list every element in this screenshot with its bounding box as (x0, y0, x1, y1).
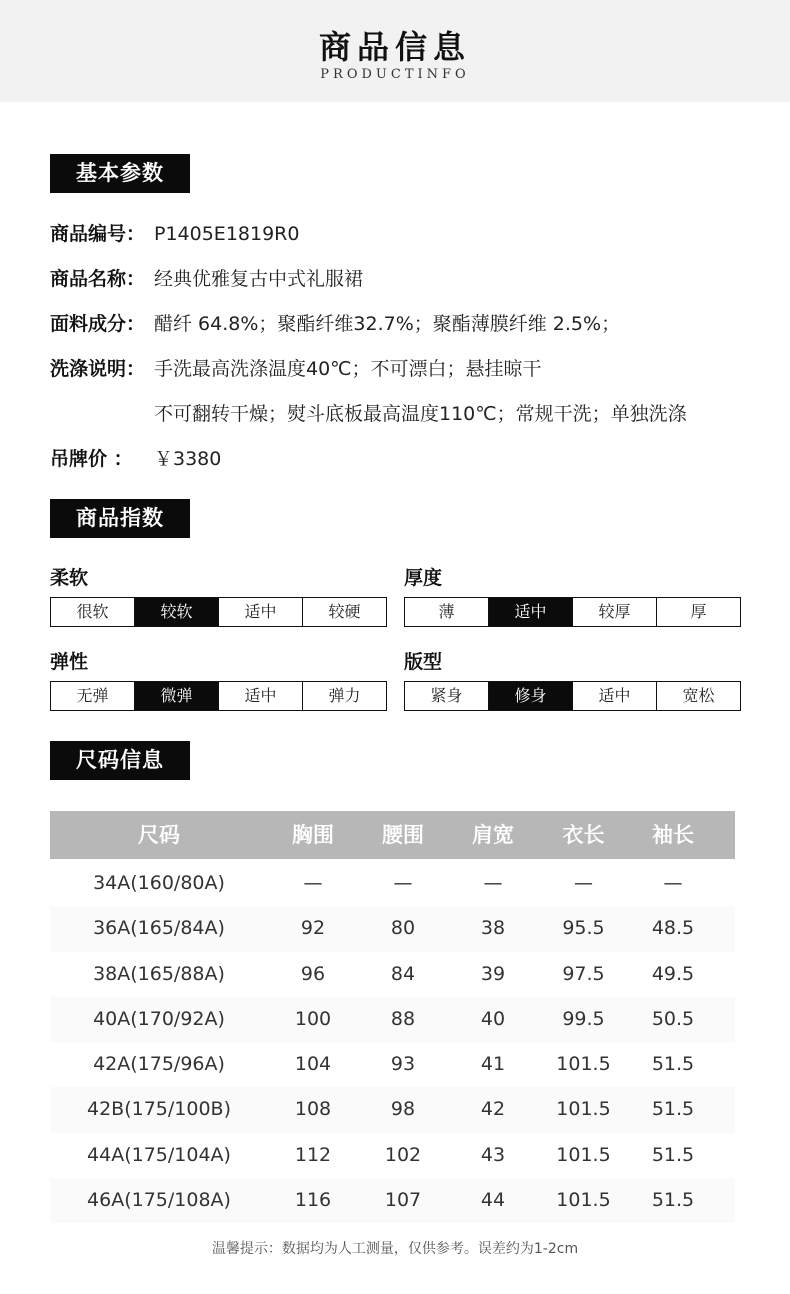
table-cell: 104 (294, 1053, 332, 1076)
table-cell: 98 (390, 1098, 416, 1121)
table-row (50, 906, 735, 951)
header-cell-shoulder: 肩宽 (472, 823, 514, 847)
table-cell: 116 (294, 1189, 332, 1212)
table-cell: — (483, 872, 503, 894)
table-cell: — (663, 872, 683, 894)
param-label: 面料成分： (50, 313, 146, 335)
table-cell: 44 (480, 1189, 506, 1212)
header-cell-chest: 胸围 (292, 823, 334, 847)
table-cell: 39 (480, 962, 506, 985)
table-cell: 42 (480, 1098, 506, 1121)
table-cell: 48.5 (651, 917, 695, 940)
table-cell: 40A(170/92A) (93, 1007, 225, 1030)
param-row-price (50, 447, 221, 471)
table-cell: 51.5 (651, 1053, 695, 1076)
table-cell: 99.5 (562, 1007, 605, 1030)
param-row-code (50, 222, 299, 246)
index-option: 适中 (488, 598, 572, 626)
index-option: 弹力 (302, 682, 386, 710)
table-cell: 46A(175/108A) (87, 1189, 231, 1212)
index-label-fit: 版型 (404, 651, 443, 673)
index-option: 较软 (134, 598, 218, 626)
index-option: 适中 (218, 682, 302, 710)
table-cell: 50.5 (651, 1007, 695, 1030)
table-cell: 101.5 (556, 1053, 611, 1076)
table-row (50, 1133, 735, 1178)
param-value: 醋纤 64.8%；聚酯纤维32.7%；聚酯薄膜纤维 2.5%； (154, 313, 621, 335)
param-label: 洗涤说明： (50, 358, 146, 380)
index-option: 宽松 (656, 682, 740, 710)
param-label: 商品编号： (50, 223, 146, 245)
header-cell-size: 尺码 (138, 823, 180, 847)
param-label: 商品名称： (50, 268, 146, 290)
size-table (50, 811, 735, 1223)
table-cell: 84 (390, 962, 416, 985)
table-cell: 112 (294, 1143, 332, 1166)
header-cell-sleeve: 袖长 (652, 823, 694, 847)
table-cell: 36A(165/84A) (93, 917, 225, 940)
table-cell: 102 (384, 1143, 422, 1166)
header-cell-length: 衣长 (562, 823, 605, 847)
table-cell: 93 (390, 1053, 416, 1076)
index-scale-softness (50, 597, 387, 627)
param-value: 手洗最高洗涤温度40℃；不可漂白；悬挂晾干 (154, 358, 542, 380)
index-option: 修身 (488, 682, 572, 710)
table-cell: 92 (300, 917, 326, 940)
table-cell: 40 (480, 1007, 506, 1030)
table-cell: 42A(175/96A) (93, 1053, 225, 1076)
table-cell: 100 (294, 1007, 332, 1030)
table-cell: 96 (300, 962, 326, 985)
index-option: 适中 (218, 598, 302, 626)
header-cell-waist: 腰围 (382, 823, 424, 847)
index-scale-fit (404, 681, 741, 711)
param-label: 吊牌价 ： (50, 448, 133, 470)
table-cell: 101.5 (556, 1189, 611, 1212)
table-cell: 88 (390, 1007, 416, 1030)
table-cell: 44A(175/104A) (87, 1143, 231, 1166)
table-row (50, 997, 735, 1042)
page-subtitle: PRODUCTINFO (320, 67, 470, 82)
param-value: ￥3380 (154, 448, 222, 470)
table-cell: 95.5 (562, 917, 605, 940)
index-option: 适中 (572, 682, 656, 710)
table-cell: 41 (480, 1053, 506, 1076)
table-cell: 97.5 (562, 962, 605, 985)
section-header-index: 商品指数 (50, 499, 190, 538)
table-cell: 38 (480, 917, 506, 940)
index-option: 较厚 (572, 598, 656, 626)
table-cell: — (393, 872, 413, 894)
table-cell: 34A(160/80A) (93, 872, 225, 894)
param-value: P1405E1819R0 (154, 223, 300, 245)
table-cell: 51.5 (651, 1098, 695, 1121)
table-row (50, 861, 735, 906)
measurement-footnote: 温馨提示：数据均为人工测量，仅供参考。误差约为1-2cm (211, 1241, 579, 1257)
param-value-wash-continued: 不可翻转干燥；熨斗底板最高温度110℃；常规干洗；单独洗涤 (154, 403, 687, 425)
page-banner (0, 0, 790, 102)
table-cell: 108 (294, 1098, 332, 1121)
table-row (50, 952, 735, 997)
table-cell: — (574, 872, 593, 894)
page-title: 商品信息 (318, 28, 471, 66)
table-cell: 51.5 (651, 1189, 695, 1212)
index-option: 紧身 (430, 686, 463, 705)
size-table-header (50, 811, 735, 859)
table-row (50, 1042, 735, 1087)
table-cell: 38A(165/88A) (93, 962, 225, 985)
index-scale-elasticity (50, 681, 387, 711)
section-header-basic: 基本参数 (50, 154, 190, 193)
param-value: 经典优雅复古中式礼服裙 (154, 268, 364, 290)
table-cell: 80 (390, 917, 416, 940)
index-label-elasticity: 弹性 (50, 651, 89, 673)
table-row (50, 1087, 735, 1132)
table-row (50, 1178, 735, 1223)
table-cell: 49.5 (651, 962, 695, 985)
table-cell: 43 (480, 1143, 506, 1166)
section-header-size: 尺码信息 (50, 741, 190, 780)
param-row-name (50, 267, 363, 291)
table-cell: 51.5 (651, 1143, 695, 1166)
index-option: 很软 (76, 602, 109, 621)
index-option: 较硬 (302, 598, 386, 626)
table-cell: 107 (384, 1189, 422, 1212)
index-option: 薄 (438, 602, 455, 621)
index-option: 厚 (656, 598, 740, 626)
table-cell: 42B(175/100B) (86, 1098, 231, 1121)
index-option: 无弹 (76, 686, 109, 705)
index-label-softness: 柔软 (50, 567, 89, 589)
param-row-fabric (50, 312, 620, 336)
index-label-thickness: 厚度 (404, 567, 443, 589)
index-option: 微弹 (134, 682, 218, 710)
table-cell: 101.5 (556, 1098, 611, 1121)
index-scale-thickness (404, 597, 741, 627)
table-cell: 101.5 (556, 1143, 611, 1166)
param-row-wash (50, 357, 542, 381)
table-cell: — (303, 872, 323, 894)
